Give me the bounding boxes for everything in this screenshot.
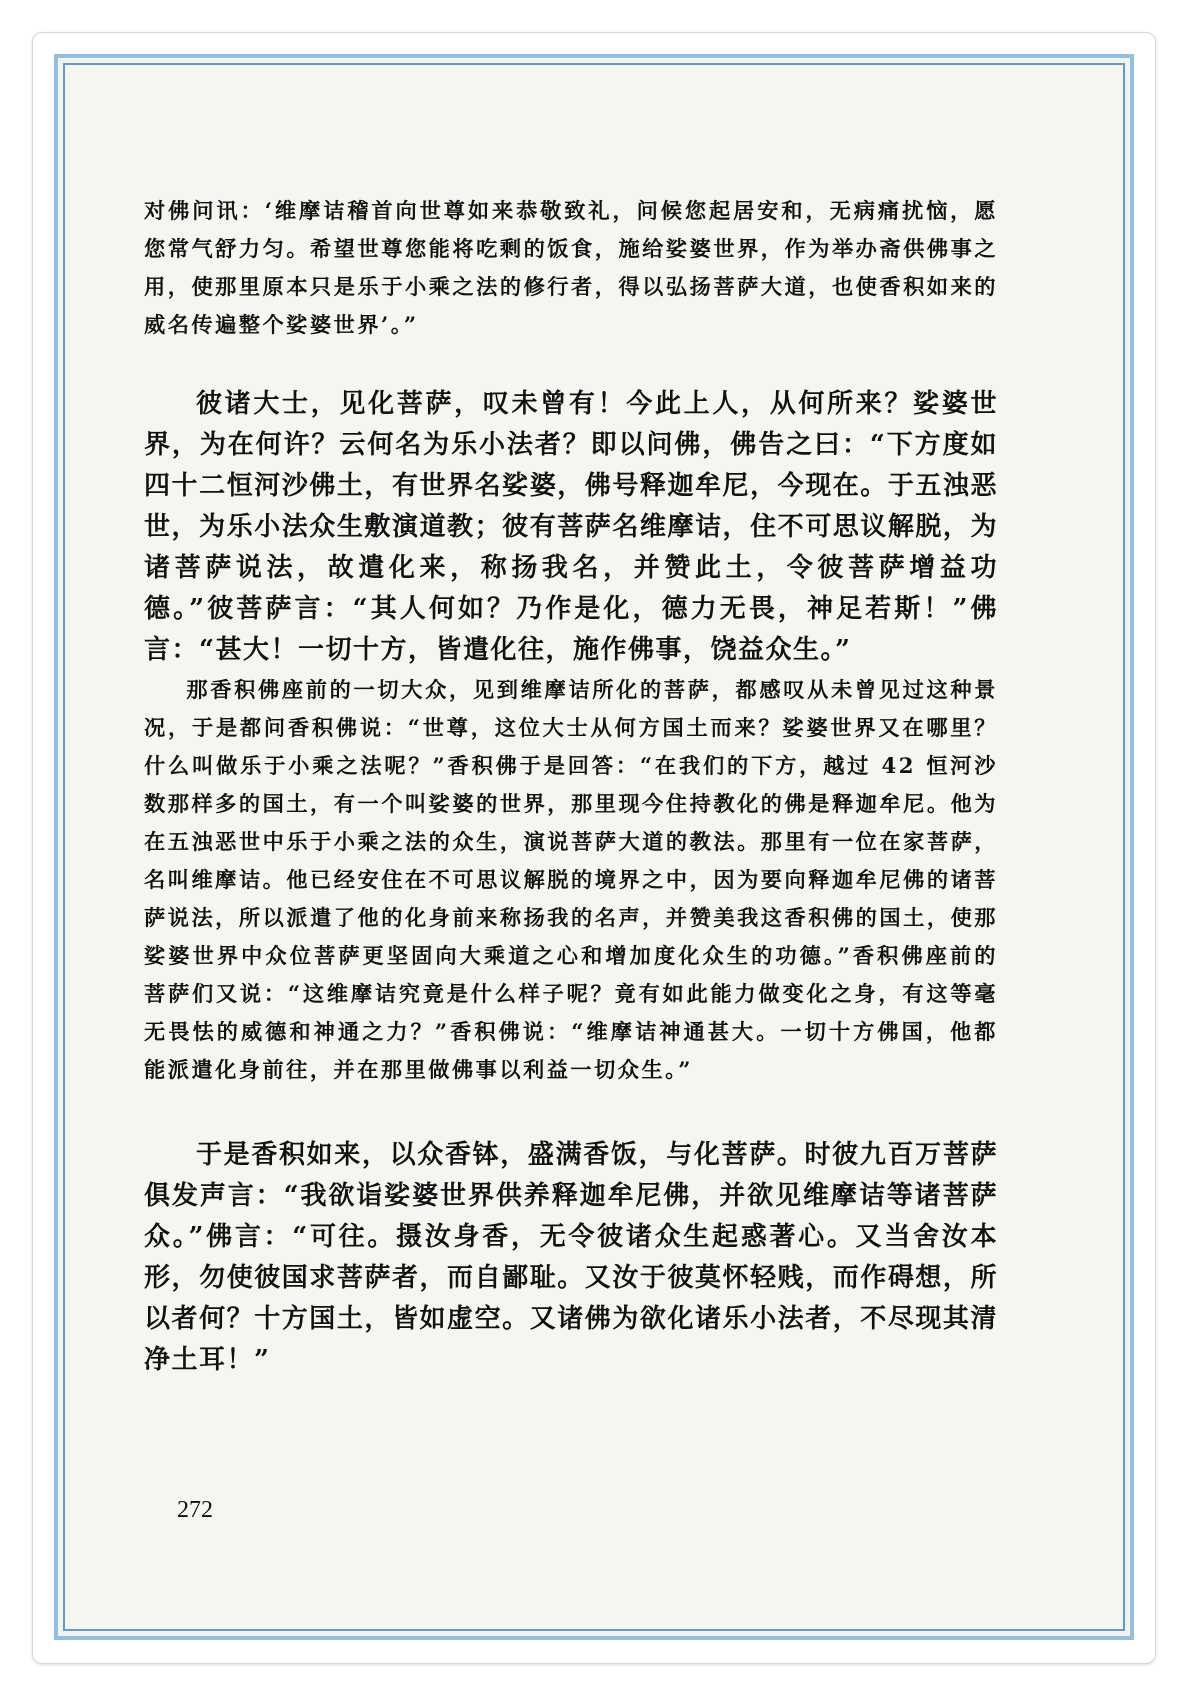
translation-paragraph: 那香积佛座前的一切大众，见到维摩诘所化的菩萨，都感叹从未曾见过这种景况，于是都问香积佛说：“世尊，这位大士从何方国土而来？娑婆世界又在哪里？什么叫做乐于小乘之法呢？”香积佛于是回答：“在我们的下方，越过 42 恒河沙数那样多的国土，有一个叫娑婆的世界，那里现今住持教化的佛是释迦牟尼。他为在五浊恶世中乐于小乘之法的众生，演说菩萨大道的教法。那里有一位在家菩萨，名叫维摩诘。他已经安住在不可思议解脱的境界之中，因为要向释迦牟尼佛的诸菩萨说法，所以派遣了他的化身前来称扬我的名声，并赞美我这香积佛的国土，使那娑婆世界中众位菩萨更坚固向大乘道之心和增加度化众生的功德。”香积佛座前的菩萨们又说：“这维摩诘究竟是什么样子呢？竟有如此能力做变化之身，有这等毫无畏怯的威德和神通之力？”香积佛说：“维摩诘神通甚大。一切十方佛国，他都能派遣化身前往，并在那里做佛事以利益一切众生。” [144, 677, 998, 1082]
page-content [144, 192, 998, 1542]
sutra-paragraph: 于是香积如来，以众香钵，盛满香饭，与化菩萨。时彼九百万菩萨俱发声言：“我欲诣娑婆世界供养释迦牟尼佛，并欲见维摩诘等诸菩萨众。”佛言：“可往。摄汝身香，无令彼诸众生起惑著心。又当舍汝本形，勿使彼国求菩萨者，而自鄙耻。又汝于彼莫怀轻贱，而作碍想，所以者何？十方国土，皆如虚空。又诸佛为欲化诸乐小法者，不尽现其清净土耳！” [144, 1140, 998, 1375]
sutra-paragraph: 彼诸大士，见化菩萨，叹未曾有！今此上人，从何所来？娑婆世界，为在何许？云何名为乐小法者？即以问佛，佛告之曰：“下方度如四十二恒河沙佛土，有世界名娑婆，佛号释迦牟尼，今现在。于五浊恶世，为乐小法众生敷演道教；彼有菩萨名维摩诘，住不可思议解脱，为诸菩萨说法，故遣化来，称扬我名，并赞此土，令彼菩萨增益功德。”彼菩萨言：“其人何如？乃作是化，德力无畏，神足若斯！”佛言：“甚大！一切十方，皆遣化往，施作佛事，饶益众生。” [144, 389, 998, 665]
translation-paragraph: 对佛问讯：‘维摩诘稽首向世尊如来恭敬致礼，问候您起居安和，无病痛扰恼，愿您常气舒力匀。希望世尊您能将吃剩的饭食，施给娑婆世界，作为举办斋供佛事之用，使那里原本只是乐于小乘之法的修行者，得以弘扬菩萨大道，也使香积如来的威名传遍整个娑婆世界’。” [144, 198, 998, 337]
page-number: 272 [177, 1497, 213, 1523]
